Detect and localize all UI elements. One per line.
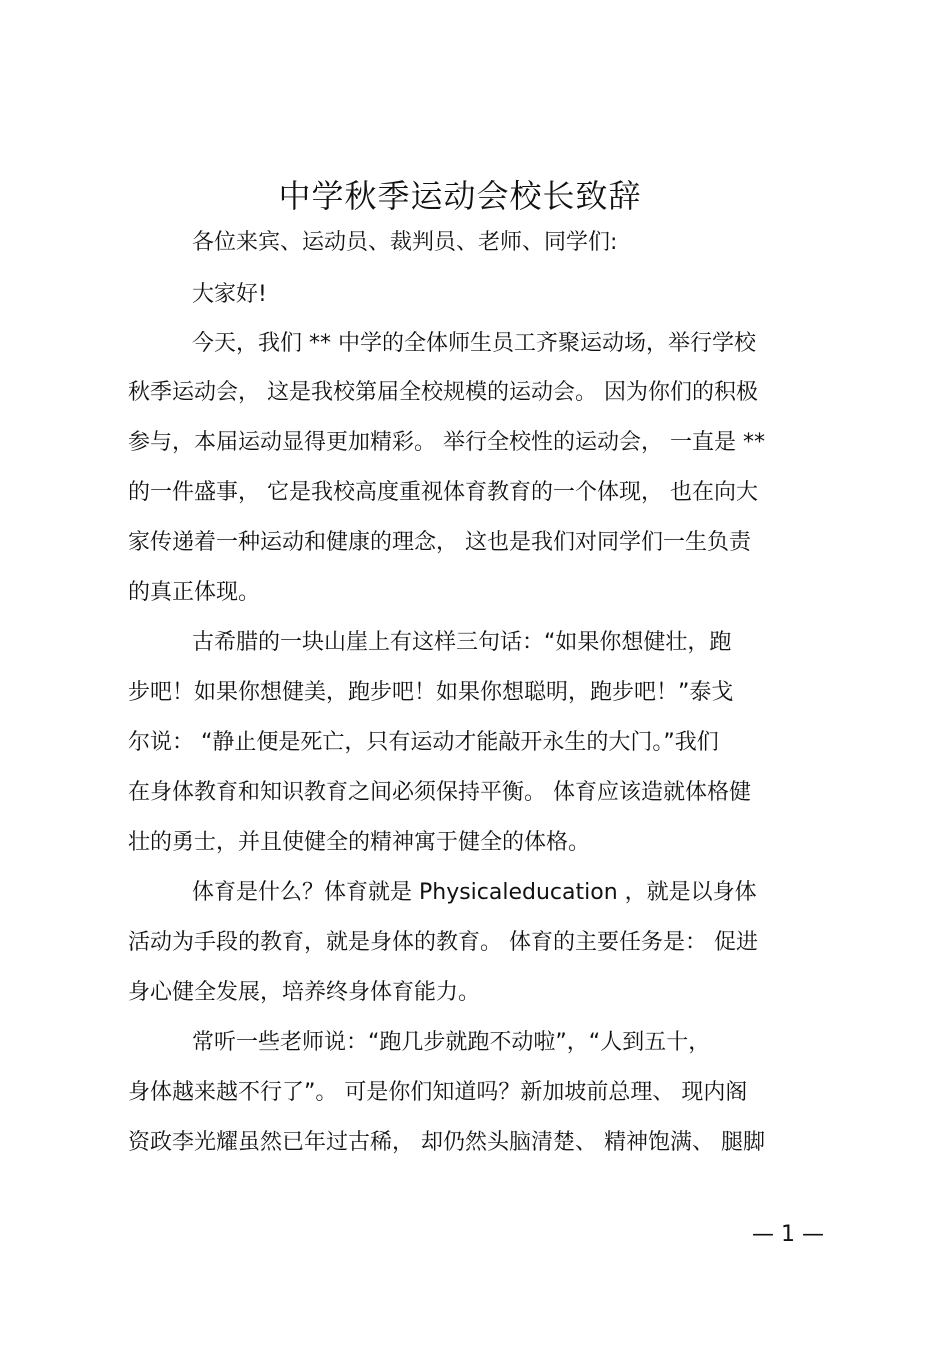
text-line: 家传递着一种运动和健康的理念， 这也是我们对同学们一生负责 [128, 530, 751, 555]
text-line: 各位来宾、运动员、裁判员、老师、同学们: [192, 230, 618, 255]
text-line: 的一件盛事， 它是我校高度重视体育教育的一个体现， 也在向大 [128, 480, 758, 505]
document-title: 中学秋季运动会校长致辞 [278, 177, 642, 215]
text-line: 身体越来越不行了”。 可是你们知道吗？新加坡前总理、 现内阁 [128, 1080, 748, 1105]
text-line: 体育是什么？体育就是 Physicaleducation ，就是以身体 [192, 880, 757, 905]
text-line: 活动为手段的教育，就是身体的教育。 体育的主要任务是： 促进 [128, 930, 758, 955]
text-line: 今天，我们 ** 中学的全体师生员工齐聚运动场，举行学校 [192, 331, 756, 356]
text-line: 古希腊的一块山崖上有这样三句话：“如果你想健壮，跑 [192, 630, 732, 655]
text-line: 身心健全发展，培养终身体育能力。 [128, 980, 481, 1005]
text-line: 的真正体现。 [128, 580, 261, 605]
text-line: 步吧！如果你想健美，跑步吧！如果你想聪明，跑步吧！”泰戈 [128, 680, 734, 705]
page-number: — 1 — [752, 1222, 824, 1247]
text-line: 资政李光耀虽然已年过古稀， 却仍然头脑清楚、 精神饱满、 腿脚 [128, 1130, 765, 1155]
text-line: 秋季运动会， 这是我校第届全校规模的运动会。 因为你们的积极 [128, 380, 758, 405]
text-line: 参与，本届运动显得更加精彩。 举行全校性的运动会， 一直是 ** [128, 430, 765, 455]
text-line: 大家好! [192, 282, 267, 307]
text-line: 尔说： “静止便是死亡，只有运动才能敲开永生的大门。”我们 [128, 730, 719, 755]
text-line: 在身体教育和知识教育之间必须保持平衡。 体育应该造就体格健 [128, 780, 751, 805]
text-line: 壮的勇士，并且使健全的精神寓于健全的体格。 [128, 830, 591, 855]
text-line: 常听一些老师说：“跑几步就跑不动啦”，“人到五十， [192, 1030, 711, 1055]
